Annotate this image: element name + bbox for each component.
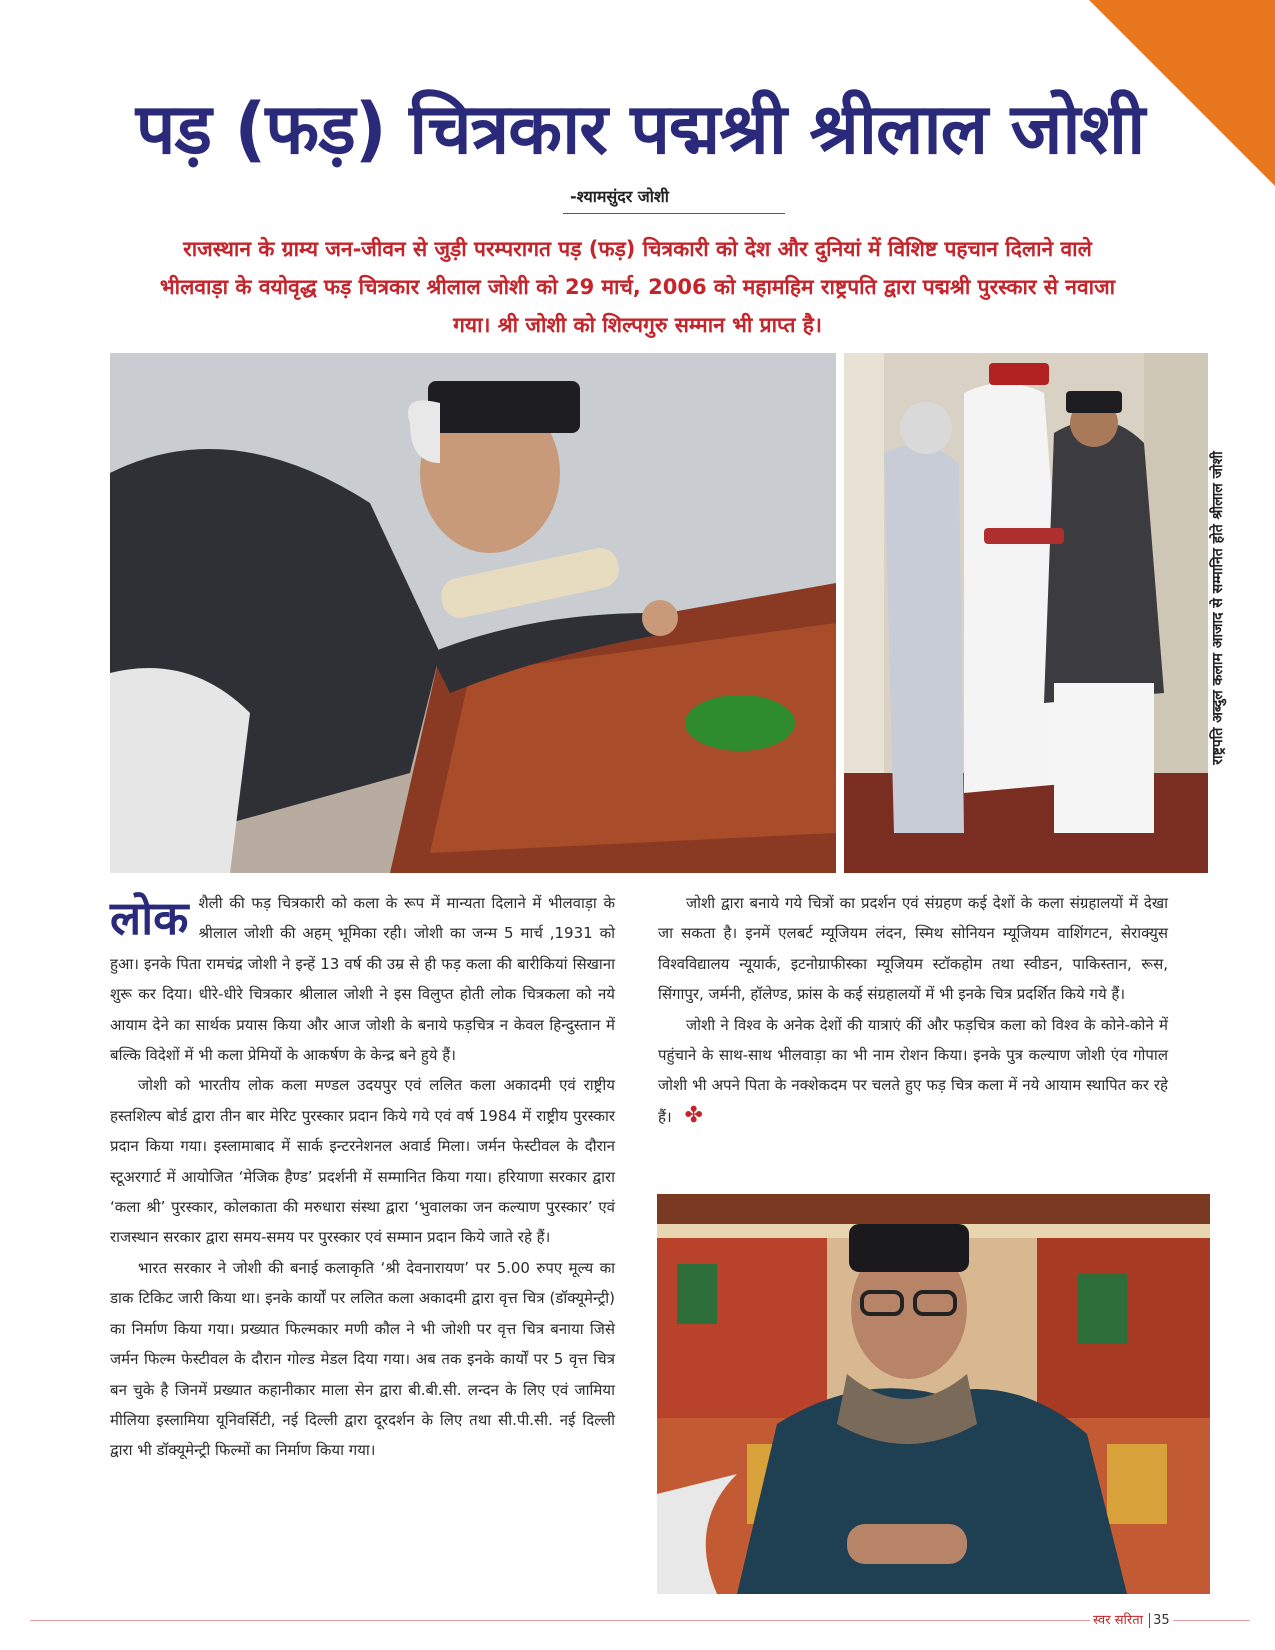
dropcap: लोक — [110, 891, 189, 945]
paragraph-text: जोशी ने विश्व के अनेक देशों की यात्राएं कीं और फड़चित्र कला को विश्व के कोने-कोने में पहुंचाने के साथ-साथ भीलवाड़ा का भी नाम रोशन किया। इनके पुत्र कल्याण जोशी एंव गोपाल जोशी भी अपने पिता के नक्शेकदम पर चलते हुए फड़ चित्र कला में नये आयाम स्थापित कर रहे हैं। — [658, 1015, 1168, 1126]
end-mark-icon: ✤ — [684, 1102, 703, 1128]
paragraph — [658, 1010, 1168, 1133]
photo-caption: राष्ट्रपति अब्दुल कलाम आजाद से सम्मानित होते श्रीलाल जोशी — [1210, 451, 1226, 765]
paragraph — [110, 888, 615, 1070]
page-footer — [1090, 1610, 1173, 1628]
photo-portrait — [657, 1194, 1210, 1594]
lead-paragraph: राजस्थान के ग्राम्य जन-जीवन से जुड़ी परम्परागत पड़ (फड़) चित्रकारी को देश और दुनियां में विशिष्ट पहचान दिलाने वाले भीलवाड़ा के वयोवृद्ध फड़ चित्रकार श्रीलाल जोशी को 29 मार्च, 2006 को महामहिम राष्ट्रपति द्वारा पद्मश्री पुरस्कार से नवाजा गया। श्री जोशी को शिल्पगुरु सम्मान भी प्राप्त है। — [159, 237, 1116, 337]
page-number: 35 — [1149, 1613, 1170, 1628]
article-column-right — [658, 888, 1168, 1132]
photo-award-ceremony — [844, 353, 1208, 873]
footer-rule — [30, 1620, 1250, 1621]
author-divider — [563, 213, 785, 214]
page-title: पड़ (फड़) चित्रकार पद्मश्री श्रीलाल जोशी — [135, 88, 1145, 170]
paragraph: जोशी द्वारा बनाये गये चित्रों का प्रदर्शन एवं संग्रहण कई देशों के कला संग्रहालयों में देखा जा सकता है। इनमें एलबर्ट म्यूजियम लंदन, स्मिथ सोनियन म्यूजियम वाशिंगटन, सेराक्युस विश्वविद्यालय न्यूयार्क, इटनोग्राफीस्का म्यूजियम स्टॉकहोम तथा स्वीडन, पाकिस्तान, रूस, सिंगापुर, जर्मनी, हॉलेण्ड, फ्रांस के कई संग्रहालयों में भी इनके चित्र प्रदर्शित किये गये हैं। — [658, 894, 1168, 1004]
photo-painter-at-work — [110, 353, 836, 873]
magazine-name: स्वर सरिता — [1093, 1613, 1143, 1628]
paragraph: जोशी को भारतीय लोक कला मण्डल उदयपुर एवं ललित कला अकादमी एवं राष्ट्रीय हस्तशिल्प बोर्ड द्वारा तीन बार मेरिट पुरस्कार प्रदान किये गये एवं वर्ष 1984 में राष्ट्रीय पुरस्कार प्रदान किया गया। इस्लामाबाद में सार्क इन्टरनेशनल अवार्ड मिला। जर्मन फेस्टीवल के दौरान स्टूअरगार्ट में आयोजित ‘मेजिक हैण्ड’ प्रदर्शनी में सम्मानित किया गया। हरियाणा सरकार द्वारा ‘कला श्री’ पुरस्कार, कोलकाता की मरुधारा संस्था द्वारा ‘भुवालका जन कल्याण पुरस्कार’ एवं राजस्थान सरकार द्वारा समय-समय पर पुरस्कार एवं सम्मान प्रदान किये जाते रहे हैं। — [110, 1076, 615, 1247]
paragraph-text: शैली की फड़ चित्रकारी को कला के रूप में मान्यता दिलाने में भीलवाड़ा के श्रीलाल जोशी की अहम् भूमिका रही। जोशी का जन्म 5 मार्च ,1931 को हुआ। इनके पिता रामचंद्र जोशी ने इन्हें 13 वर्ष की उम्र से ही फड़ कला की बारीकियां सिखाना शुरू कर दिया। धीरे-धीरे चित्रकार श्रीलाल जोशी ने इस विलुप्त होती लोक चित्रकला को नये आयाम देने का सार्थक प्रयास किया और आज जोशी के बनाये फड़चित्र न केवल हिन्दुस्तान में बल्कि विदेशों में भी कला प्रेमियों के आकर्षण के केन्द्र बने हुये हैं। — [110, 894, 615, 1065]
article-column-left — [110, 888, 615, 1466]
author-byline: -श्यामसुंदर जोशी — [570, 187, 669, 206]
paragraph: भारत सरकार ने जोशी की बनाई कलाकृति ‘श्री देवनारायण’ पर 5.00 रुपए मूल्य का डाक टिकिट जारी किया था। इनके कार्यों पर ललित कला अकादमी द्वारा वृत्त चित्र (डॉक्यूमेन्ट्री) का निर्माण किया गया। प्रख्यात फिल्मकार मणी कौल ने भी जोशी पर वृत्त चित्र बनाया जिसे जर्मन फिल्म फेस्टीवल के दौरान गोल्ड मेडल दिया गया। अब तक इनके कार्यों पर 5 वृत्त चित्र बन चुके है जिनमें प्रख्यात कहानीकार माला सेन द्वारा बी.बी.सी. लन्दन के लिए एवं जामिया मीलिया इस्लामिया यूनिवर्सिटी, नई दिल्ली द्वारा दूरदर्शन के लिए तथा सी.पी.सी. नई दिल्ली द्वारा भी डॉक्यूमेन्ट्री फिल्मों का निर्माण किया गया। — [110, 1258, 615, 1460]
